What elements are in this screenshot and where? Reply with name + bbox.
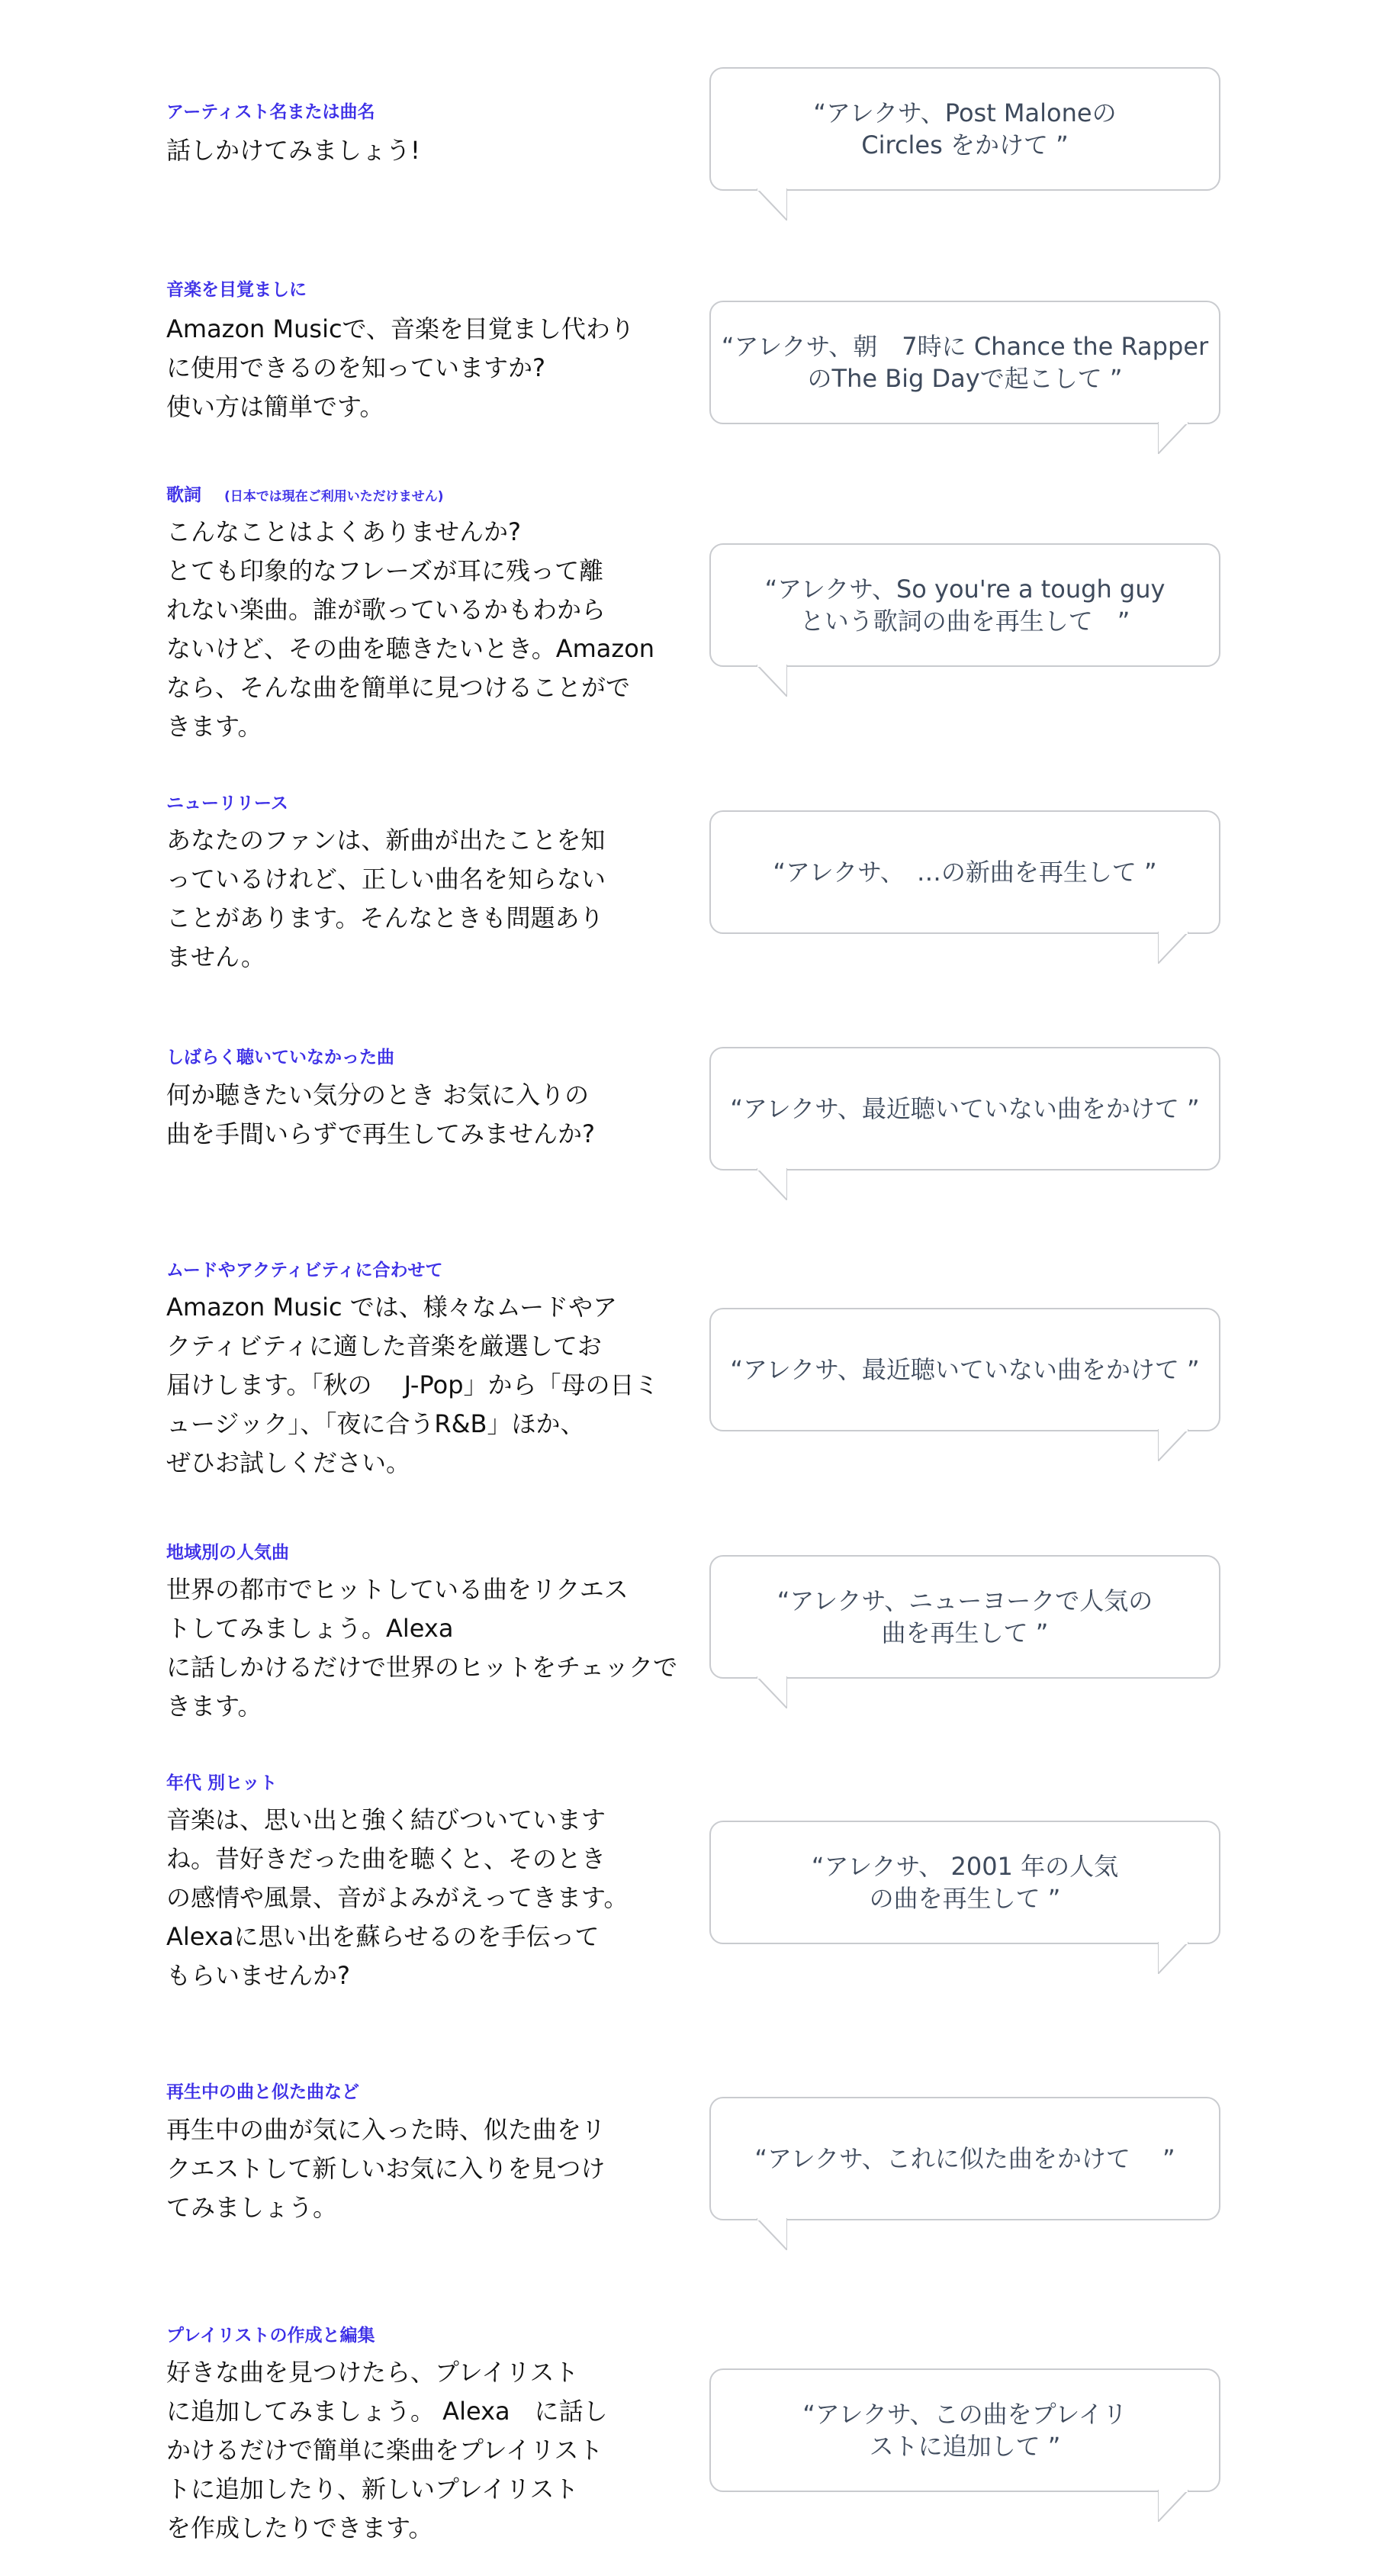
voice-command-bubble — [709, 1555, 1220, 1679]
section-description: 話しかけてみましょう! — [166, 136, 420, 165]
section-heading: しばらく聴いていなかった曲 — [166, 1048, 394, 1067]
speech-bubble-tail — [1158, 1942, 1188, 1974]
section-description: あなたのファンは、新曲が出たことを知 っているけれど、正しい曲名を知らない ことがあります。そんなときも問題あり ません。 — [166, 826, 606, 971]
voice-command-text: “アレクサ、ニューヨークで人気の 曲を再生して ” — [777, 1586, 1153, 1647]
speech-bubble-tail — [757, 1168, 787, 1200]
speech-bubble-tail — [757, 2218, 787, 2250]
voice-command-bubble — [709, 543, 1220, 667]
section-description: 音楽は、思い出と強く結びついています ね。昔好きだった曲を聴くと、そのとき の感情や風景、音がよみがえってきます。 Alexaに思い出を蘇らせるのを手伝って もらいませんか? — [166, 1805, 629, 1990]
speech-bubble-tail — [1158, 1429, 1188, 1461]
voice-command-bubble — [709, 810, 1220, 934]
section-heading: ニューリリース — [166, 794, 288, 813]
section-heading: 再生中の曲と似た曲など — [166, 2082, 359, 2102]
section-heading: プレイリストの作成と編集 — [166, 2326, 375, 2346]
voice-command-bubble — [709, 67, 1220, 191]
speech-bubble-tail — [1158, 2490, 1188, 2522]
availability-note: (日本では現在ご利用いただけません) — [224, 489, 444, 504]
voice-command-bubble — [709, 2097, 1220, 2220]
voice-command-bubble — [709, 301, 1220, 424]
voice-command-text: “アレクサ、朝 7時に Chance the Rapper のThe Big Dayで起こして ” — [721, 332, 1209, 393]
voice-command-text: “アレクサ、最近聴いていない曲をかけて ” — [730, 1094, 1200, 1123]
section-heading: 年代 別ヒット — [166, 1773, 278, 1793]
section-description: 再生中の曲が気に入った時、似た曲をリ クエストして新しいお気に入りを見つけ てみましょう。 — [166, 2115, 606, 2222]
voice-command-text: “アレクサ、 2001 年の人気 の曲を再生して ” — [811, 1852, 1119, 1913]
speech-bubble-tail — [757, 1676, 787, 1708]
section-heading: 地域別の人気曲 — [166, 1543, 289, 1563]
speech-bubble-tail — [757, 188, 787, 221]
section-description: 好きな曲を見つけたら、プレイリスト に追加してみましょう。 Alexa に話し かけるだけで簡単に楽曲をプレイリスト トに追加したり、新しいプレイリスト を作成したりできます。 — [166, 2358, 608, 2542]
voice-command-bubble — [709, 1308, 1220, 1431]
section-description: Amazon Music では、様々なムードやア クティビティに適した音楽を厳選してお 届けします。「秋の J-Pop」から「母の日ミ ュージック」、「夜に合うR&B」ほか、 ぜひお試しください。 — [166, 1293, 659, 1477]
section-heading: アーティスト名または曲名 — [166, 102, 375, 122]
section-heading — [166, 484, 444, 508]
voice-command-bubble — [709, 1821, 1220, 1944]
section-heading: ムードやアクティビティに合わせて — [166, 1261, 443, 1280]
voice-command-text: “アレクサ、So you're a tough guy という歌詞の曲を再生して ” — [764, 575, 1166, 636]
voice-command-bubble — [709, 1047, 1220, 1170]
voice-command-bubble — [709, 2368, 1220, 2492]
section-description: 世界の都市でヒットしている曲をリクエス トしてみましょう。Alexa に話しかけるだけで世界のヒットをチェックで きます。 — [166, 1575, 678, 1721]
speech-bubble-tail — [757, 665, 787, 697]
voice-command-text: “アレクサ、最近聴いていない曲をかけて ” — [730, 1355, 1200, 1384]
voice-command-text: “アレクサ、これに似た曲をかけて ” — [754, 2144, 1175, 2173]
voice-command-text: “アレクサ、Post Maloneの Circles をかけて ” — [813, 98, 1117, 159]
section-heading: 音楽を目覚ましに — [166, 280, 307, 300]
speech-bubble-tail — [1158, 932, 1188, 964]
voice-command-text: “アレクサ、この曲をプレイリ ストに追加して ” — [802, 2400, 1127, 2461]
speech-bubble-tail — [1158, 422, 1188, 454]
section-description: こんなことはよくありませんか? とても印象的なフレーズが耳に残って離 れない楽曲。誰が歌っているかもわから ないけど、その曲を聴きたいとき。Amazon なら、そんな曲を簡単に見つけることがで きます。 — [166, 517, 655, 741]
section-heading-text: 歌詞 — [166, 485, 201, 505]
section-description: Amazon Musicで、音楽を目覚まし代わり に使用できるのを知っていますか? 使い方は簡単です。 — [166, 314, 635, 421]
voice-command-text: “アレクサ、 …の新曲を再生して ” — [773, 858, 1157, 887]
section-description: 何か聴きたい気分のとき お気に入りの 曲を手間いらずで再生してみませんか? — [166, 1080, 595, 1148]
